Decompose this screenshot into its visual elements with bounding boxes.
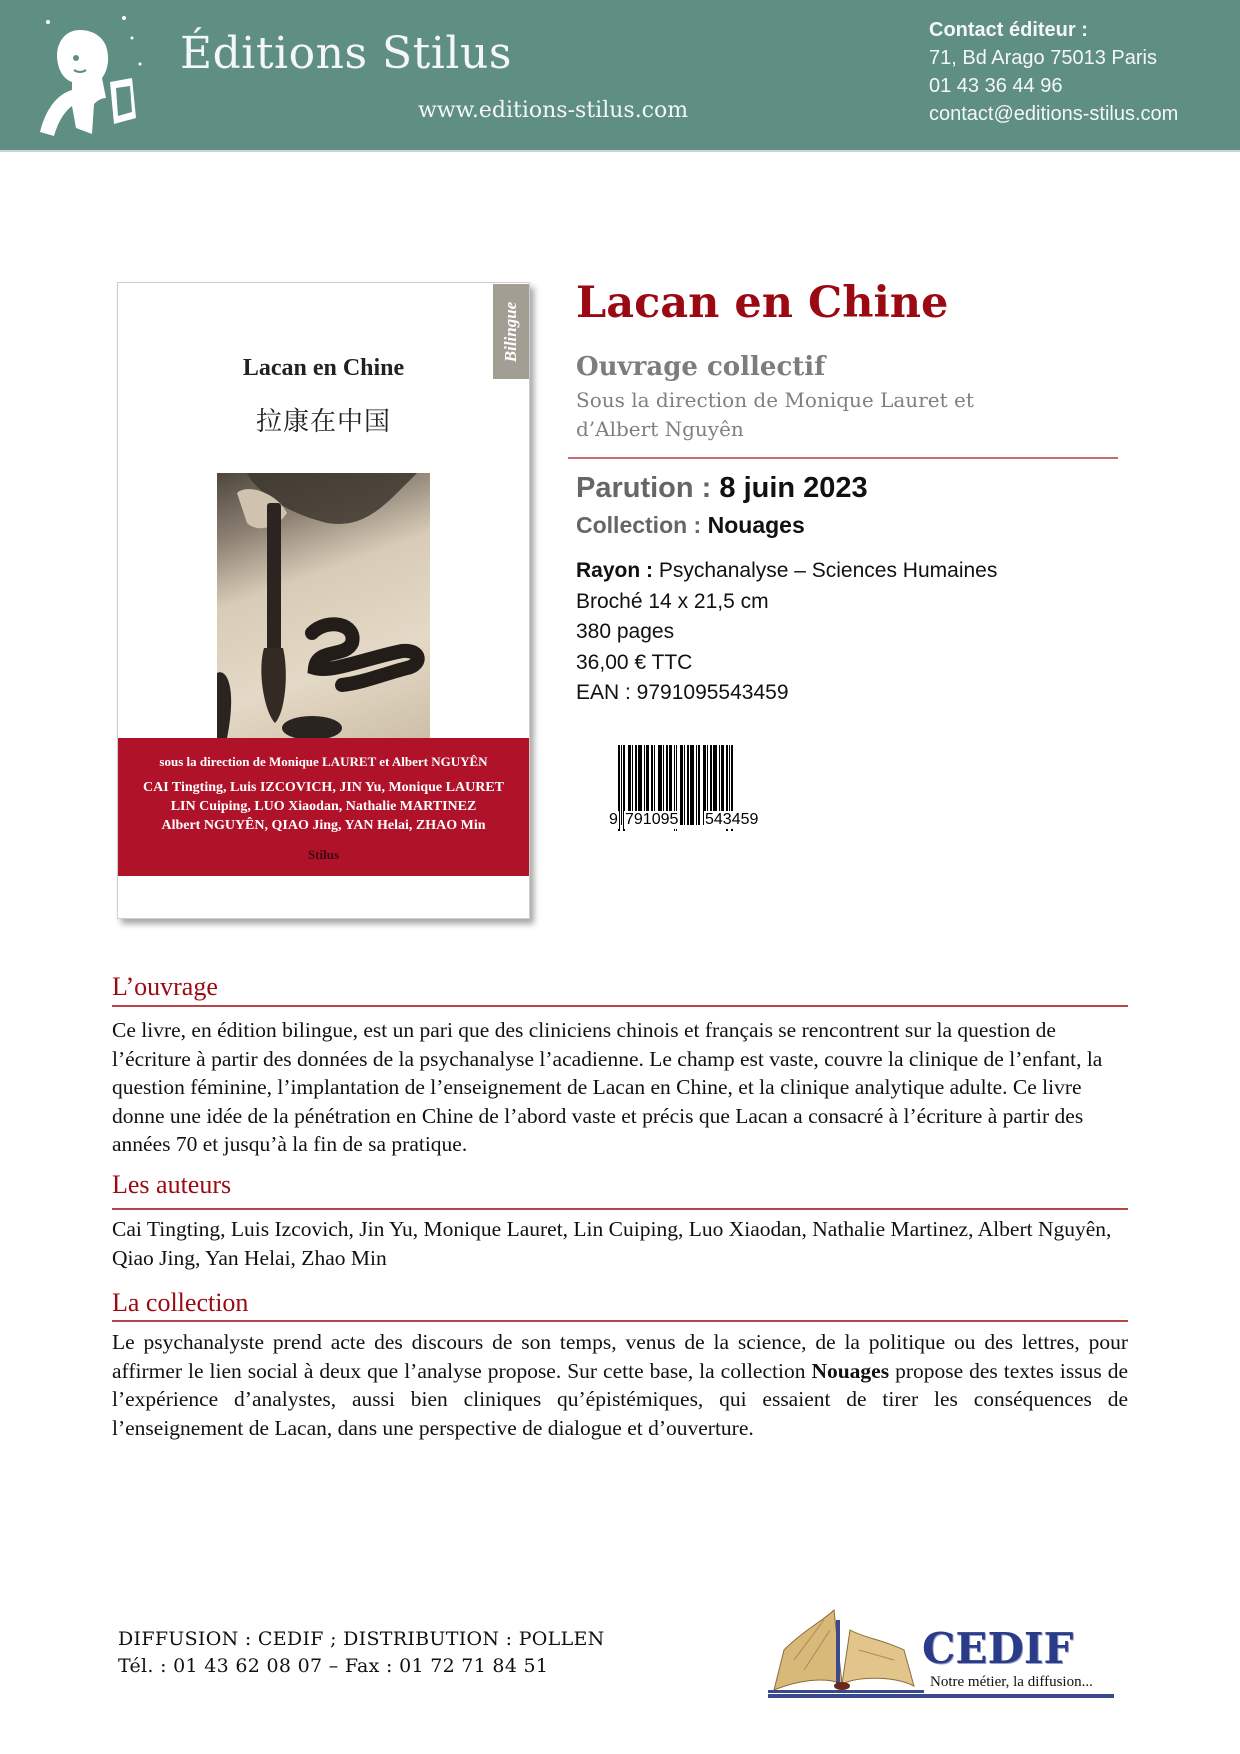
cover-authors-band bbox=[118, 738, 529, 876]
rayon-value: Psychanalyse – Sciences Humaines bbox=[658, 559, 998, 582]
website-link[interactable]: www.editions-stilus.com bbox=[418, 98, 689, 123]
contact-address: 71, Bd Arago 75013 Paris bbox=[929, 47, 1157, 69]
barcode-left-group: 791095 bbox=[625, 811, 679, 828]
book-specs bbox=[576, 556, 997, 709]
section-heading-collection: La collection bbox=[112, 1288, 249, 1317]
divider bbox=[568, 457, 1118, 459]
pages-line: 380 pages bbox=[576, 620, 675, 643]
cedif-logo bbox=[764, 1600, 1118, 1700]
brand-name: Éditions Stilus bbox=[180, 28, 512, 79]
contact-title: Contact éditeur : bbox=[929, 19, 1088, 41]
collection-name: Nouages bbox=[707, 512, 805, 538]
parution-line bbox=[576, 472, 868, 505]
ean-barcode bbox=[609, 745, 782, 833]
cover-authors bbox=[118, 778, 529, 835]
collection-text-part: propose des textes issus de l’expérience d’analystes, aussi bien cliniques qu’épistémiques, qui essaient de tirer les conséquences de l’enseignement de Lacan, dans une perspective de dialogue et d’ouverture. bbox=[112, 1358, 1129, 1440]
collection-label: Collection : bbox=[576, 512, 708, 538]
stilus-logo-icon bbox=[32, 8, 152, 144]
phone-fax-line: Tél. : 01 43 62 08 07 – Fax : 01 72 71 84 51 bbox=[118, 1655, 549, 1677]
divider bbox=[112, 1208, 1128, 1210]
collection-text bbox=[112, 1328, 1128, 1442]
cover-title: Lacan en Chine bbox=[242, 355, 405, 381]
divider bbox=[768, 1694, 1114, 1698]
open-book-icon bbox=[764, 1600, 924, 1696]
cedif-tagline: Notre métier, la diffusion... bbox=[930, 1674, 1093, 1690]
cover-authors-line: LIN Cuiping, LUO Xiaodan, Nathalie MARTINEZ bbox=[170, 799, 477, 814]
ouvrage-text: Ce livre, en édition bilingue, est un pari que des cliniciens chinois et français se rencontrent sur la question de l’écriture à partir des données de la psychanalyse l’acadienne. Le champ est vaste, couvre la clinique de l’enfant, la question féminine, l’implantation de l’enseignement de Lacan en Chine, et la clinique analytique adulte. Ce livre donne une idée de la pénétration en Chine de l’abord vaste et précis que Lacan a consacré à l’écriture à partir des années 70 et jusqu’à la fin de sa pratique. bbox=[112, 1018, 1103, 1156]
cover-authors-line: Albert NGUYÊN, QIAO Jing, YAN Helai, ZHAO Min bbox=[161, 818, 486, 833]
price-line: 36,00 € TTC bbox=[576, 650, 693, 674]
auteurs-text: Cai Tingting, Luis Izcovich, Jin Yu, Monique Lauret, Lin Cuiping, Luo Xiaodan, Nathalie Martinez, Albert Nguyên, Qiao Jing, Yan Helai, Zhao Min bbox=[112, 1217, 1112, 1270]
cover-authors-line: CAI Tingting, Luis IZCOVICH, JIN Yu, Monique LAURET bbox=[143, 780, 504, 795]
rayon-label: Rayon : bbox=[576, 559, 659, 582]
divider bbox=[112, 1005, 1128, 1007]
cover-direction: sous la direction de Monique LAURET et Albert NGUYÊN bbox=[159, 754, 488, 769]
book-title: Lacan en Chine bbox=[576, 278, 949, 328]
collection-name-bold: Nouages bbox=[811, 1358, 890, 1383]
collection-text-part: Le psychanalyste prend acte des discours de son temps, venus de la science, de la politique ou des lettres, pour affirmer le lien social à deux que l’analyse propose. Sur cette base, la collection bbox=[112, 1330, 1128, 1383]
diffusion-line: DIFFUSION : CEDIF ; DISTRIBUTION : POLLEN bbox=[118, 1628, 605, 1650]
section-heading-auteurs: Les auteurs bbox=[112, 1170, 232, 1199]
book-cover bbox=[117, 282, 530, 919]
format-line: Broché 14 x 21,5 cm bbox=[576, 589, 769, 613]
cedif-name: CEDIF bbox=[922, 1624, 1074, 1673]
contact-email[interactable]: contact@editions-stilus.com bbox=[929, 103, 1179, 125]
cover-publisher: Stilus bbox=[307, 847, 340, 862]
ean-line: EAN : 9791095543459 bbox=[576, 681, 789, 704]
distribution-info bbox=[118, 1626, 605, 1680]
barcode-first-digit: 9 bbox=[609, 811, 618, 828]
divider bbox=[112, 1320, 1128, 1322]
cover-title-chinese: 拉康在中国 bbox=[255, 407, 391, 437]
section-heading-ouvrage: L’ouvrage bbox=[112, 972, 218, 1001]
contact-block bbox=[929, 16, 1178, 128]
publisher-header bbox=[0, 0, 1240, 152]
calligraphy-brush-icon bbox=[217, 473, 430, 738]
contact-phone: 01 43 36 44 96 bbox=[929, 75, 1063, 97]
book-subtitle: Ouvrage collectif bbox=[576, 352, 826, 382]
barcode-right-group: 543459 bbox=[705, 811, 759, 828]
bilingue-label: Bilingue bbox=[501, 301, 520, 362]
cover-photo-calligraphy bbox=[217, 473, 430, 738]
book-direction: Sous la direction de Monique Lauret et d’Albert Nguyên bbox=[576, 388, 974, 441]
parution-date: 8 juin 2023 bbox=[719, 472, 868, 504]
parution-label: Parution : bbox=[576, 472, 720, 504]
rayon-line bbox=[576, 556, 997, 587]
collection-line bbox=[576, 512, 805, 539]
